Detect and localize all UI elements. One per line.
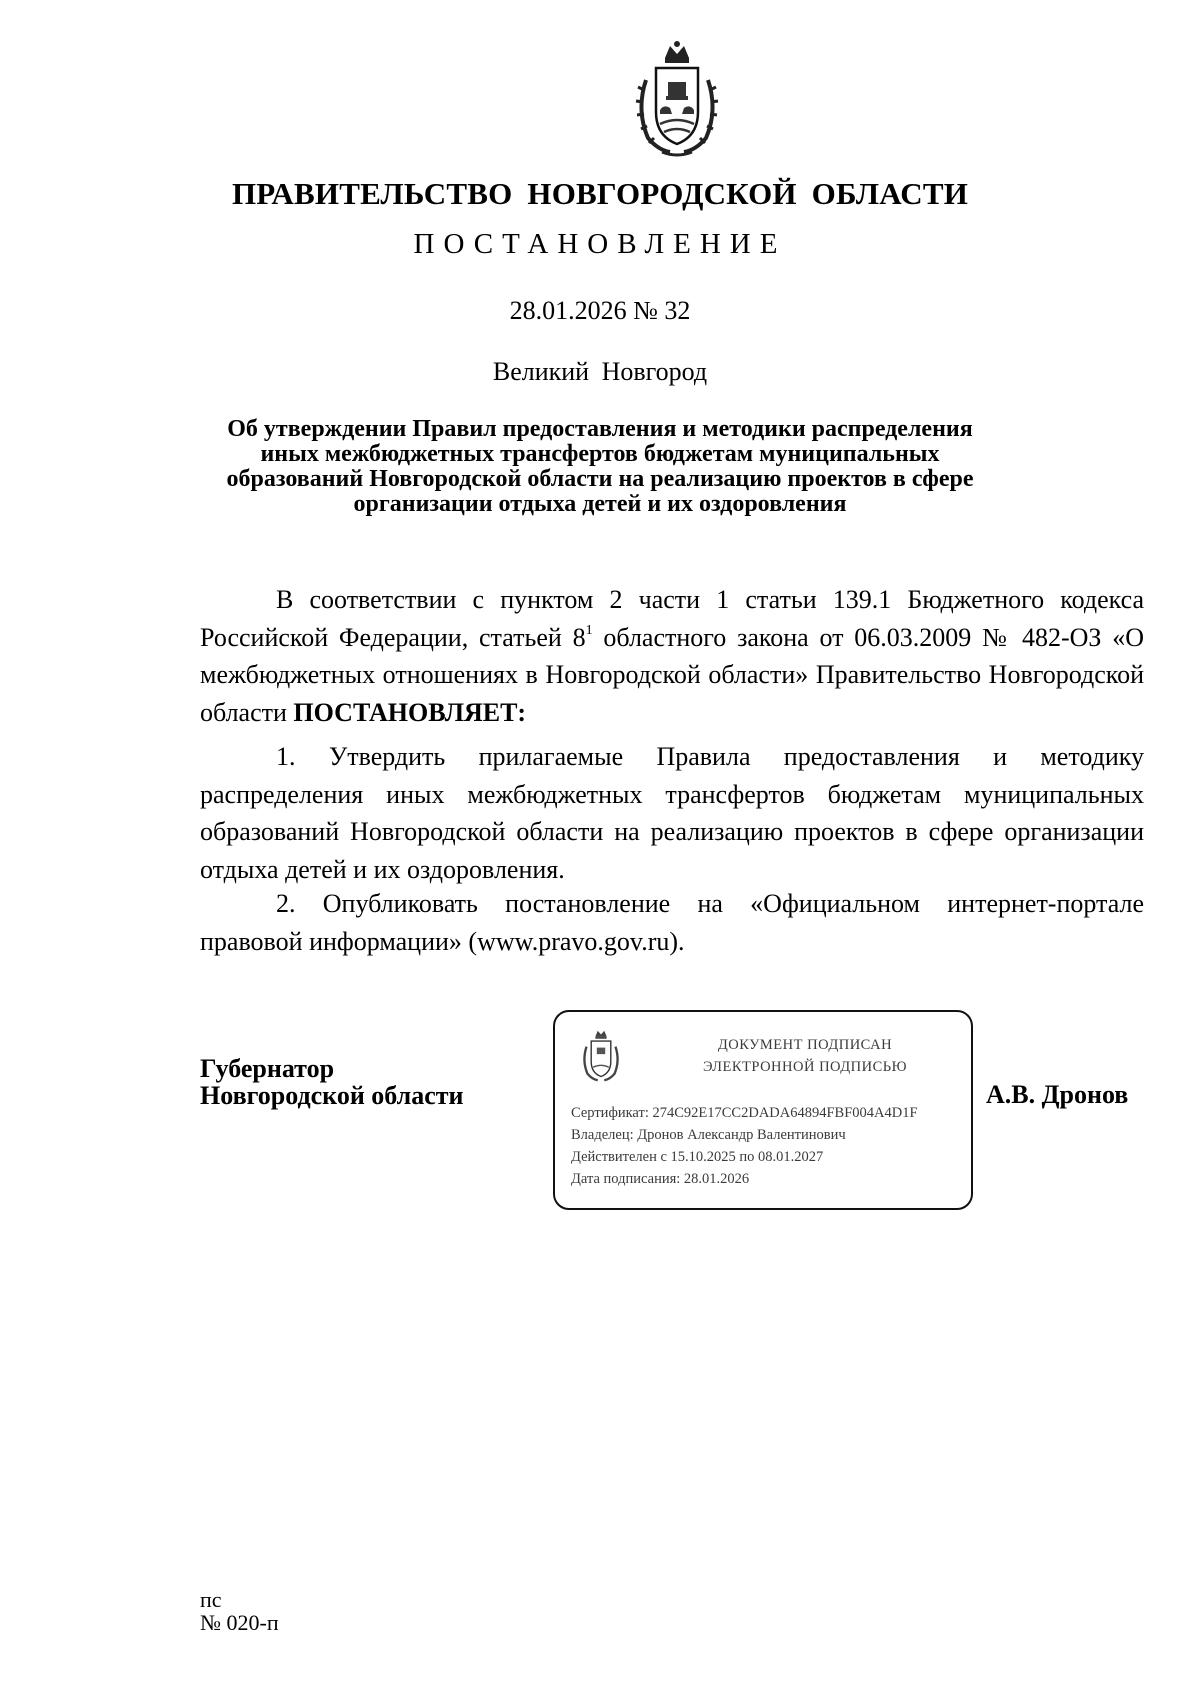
stamp-certificate: Сертификат: 274C92E17CC2DADA64894FBF004A4D1F <box>571 1105 918 1121</box>
preamble-text-1: В соответствии с пунктом 2 части 1 статьи 139.1 Бюджетного кодекса Российской Федерации, статьей 8 <box>200 585 1144 652</box>
government-title: ПРАВИТЕЛЬСТВО НОВГОРОДСКОЙ ОБЛАСТИ <box>231 176 969 211</box>
stamp-signed-date: Дата подписания: 28.01.2026 <box>571 1171 750 1187</box>
item-2-text: 2. Опубликовать постановление на «Официальном интернет-портале правовой информации» (www.pravo.gov.ru). <box>200 889 1144 956</box>
stamp-title <box>655 1034 955 1078</box>
stamp-owner: Владелец: Дронов Александр Валентинович <box>571 1127 846 1143</box>
stamp-details <box>571 1102 918 1190</box>
preamble-paragraph <box>200 581 1144 731</box>
date-and-number: 28.01.2026 № 32 <box>509 296 691 325</box>
stamp-title-line-2: ЭЛЕКТРОННОЙ ПОДПИСЬЮ <box>702 1059 908 1075</box>
electronic-signature-stamp <box>553 1010 973 1210</box>
footer-line-2: № 020-п <box>200 1610 279 1635</box>
stamp-title-line-1: ДОКУМЕНТ ПОДПИСАН <box>717 1037 893 1053</box>
city: Великий Новгород <box>492 357 708 386</box>
signer-position-line-1: Губернатор <box>200 1054 335 1083</box>
footer-line-1: пс <box>200 1587 222 1612</box>
article-superscript: 1 <box>585 622 593 638</box>
item-1-text: 1. Утвердить прилагаемые Правила предоставления и методику распределения иных межбюджетных трансфертов бюджетам муниципальных образований Новгородской области на реализацию проектов в сфере организации отдыха детей и их оздоровления. <box>200 742 1144 884</box>
stamp-validity: Действителен с 15.10.2025 по 08.01.2027 <box>571 1149 824 1165</box>
signer-position-line-2: Новгородской области <box>200 1081 464 1110</box>
footer-registration-code <box>200 1588 279 1634</box>
preamble-text-2: областного закона от 06.03.2009 № 482-ОЗ «О межбюджетных отношениях в Новгородской области» Правительство Новгородской области <box>200 622 1144 727</box>
signer-name: А.В. Дронов <box>986 1080 1129 1109</box>
document-type: ПОСТАНОВЛЕНИЕ <box>413 228 787 260</box>
resolves-keyword: ПОСТАНОВЛЯЕТ: <box>293 697 527 727</box>
coat-of-arms-icon <box>632 40 722 160</box>
item-2-paragraph <box>200 885 1144 960</box>
document-subject: Об утверждении Правил предоставления и методики распределения иных межбюджетных трансфертов бюджетам муниципальных образований Новгородской области на реализацию проектов в сфере организации отдыха детей и их оздоровления <box>226 416 974 517</box>
item-1-paragraph <box>200 738 1144 888</box>
stamp-coat-of-arms-icon <box>579 1028 623 1084</box>
signer-position <box>200 1055 464 1109</box>
